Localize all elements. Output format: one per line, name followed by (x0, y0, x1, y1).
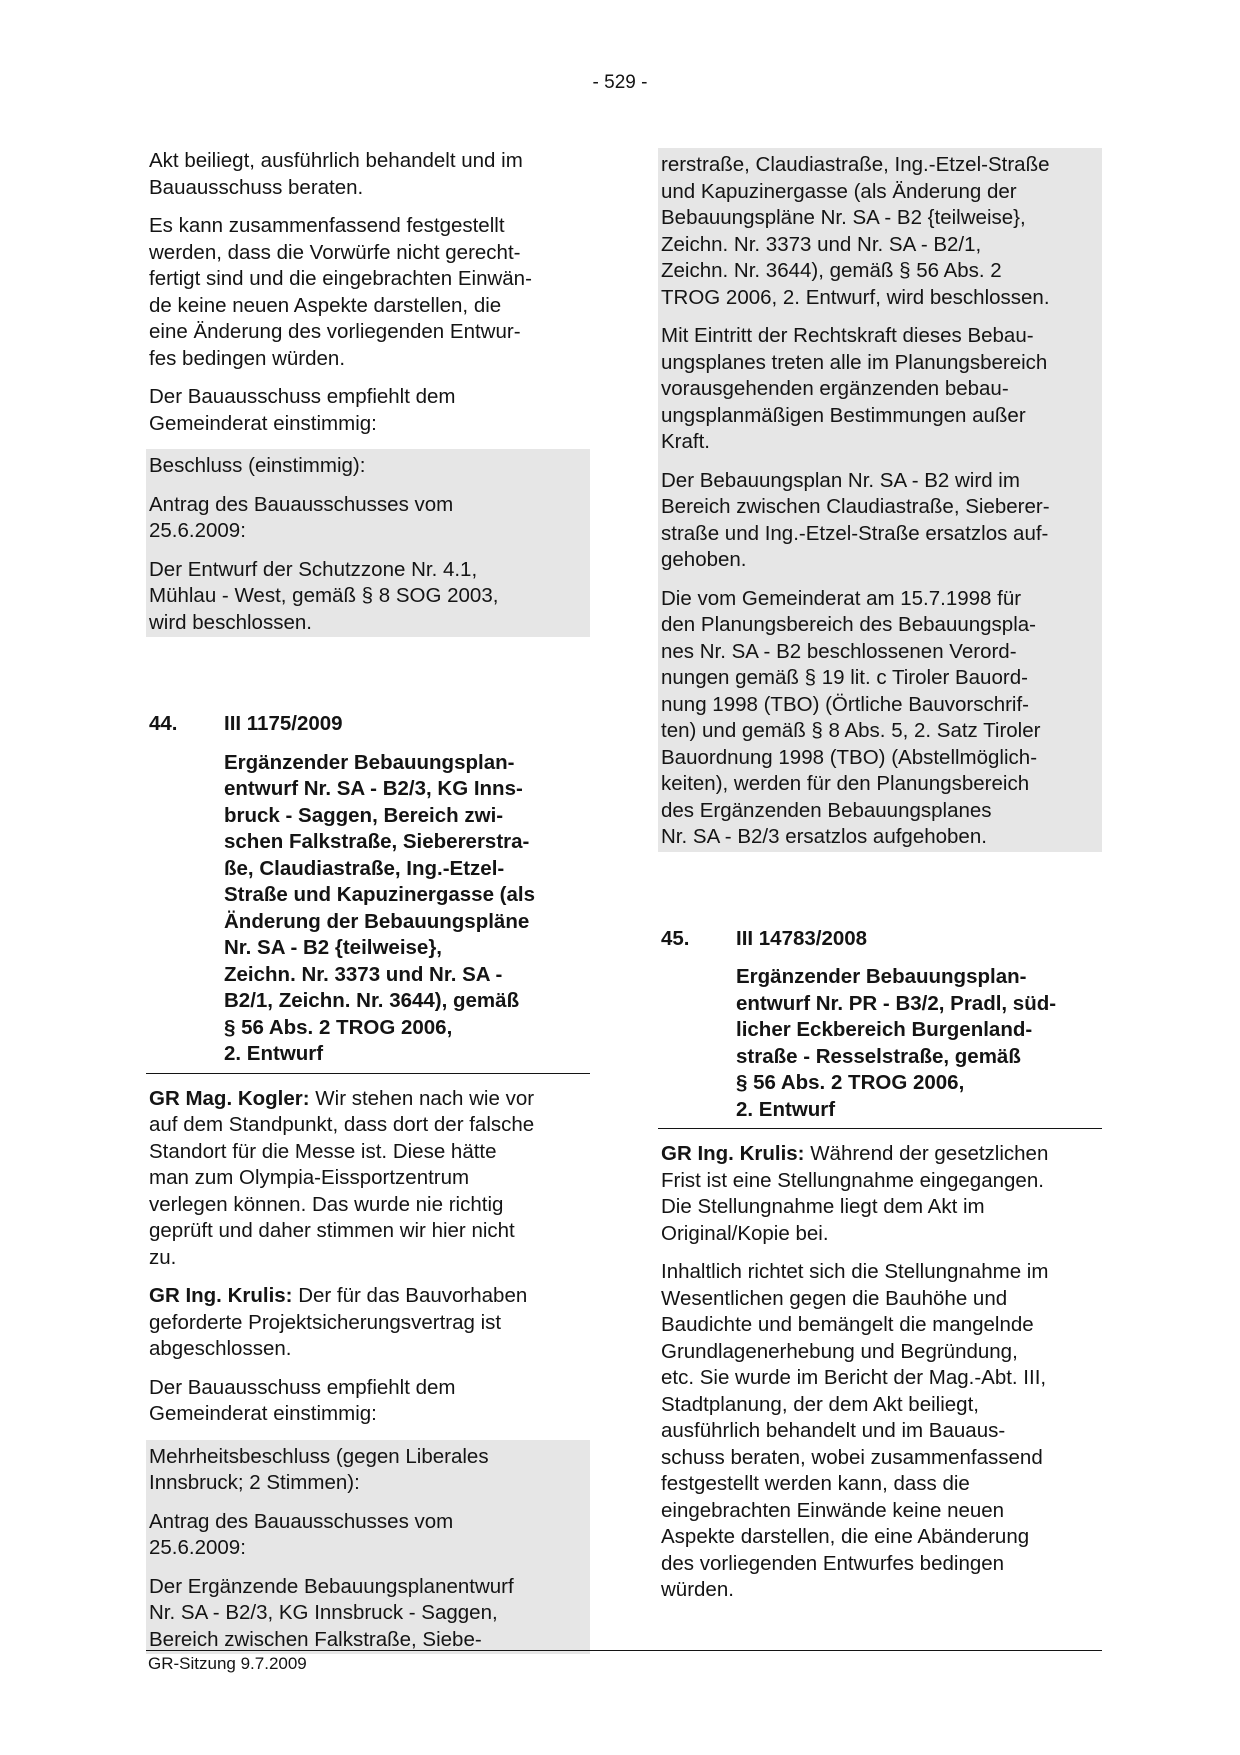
resolution-text: Der Ergänzende Bebauungsplanentwurf Nr. SA - B2/3, KG Innsbruck - Saggen, Bereich zwischen Falkstraße, Siebe- (149, 1574, 514, 1651)
agenda-item-title: Ergänzender Bebauungsplan- entwurf Nr. PR - B3/2, Pradl, süd- licher Eckbereich Burgenland- straße - Resselstraße, gemäß § 56 Abs. 2 TROG 2006, 2. Entwurf (736, 965, 1057, 1121)
agenda-item-number: 44. (149, 712, 178, 735)
speech-paragraph (658, 1141, 1102, 1247)
resolution-box (146, 449, 590, 637)
resolution-text: Der Bebauungsplan Nr. SA - B2 wird im Bereich zwischen Claudiastraße, Sieberer- straße und Ing.-Etzel-Straße ersatzlos auf- gehoben. (661, 468, 1050, 571)
divider (658, 1128, 1102, 1129)
speech-paragraph (146, 1086, 590, 1272)
motion-label: Antrag des Bauausschusses vom 25.6.2009: (149, 492, 454, 542)
speaker-name: GR Mag. Kogler: (149, 1086, 310, 1110)
page-number: - 529 - (592, 72, 648, 93)
speech-text: Wir stehen nach wie vor auf dem Standpunkt, dass dort der falsche Standort für die Messe ist. Diese hätte man zum Olympia-Eissportzentrum verlegen können. Das wurde nie richtig geprüft und daher stimmen wir hier nicht zu. (149, 1086, 535, 1269)
agenda-item-header (146, 711, 590, 738)
agenda-item-ref: III 1175/2009 (224, 712, 343, 735)
resolution-type: Beschluss (einstimmig): (149, 454, 366, 477)
agenda-item-header (658, 926, 1102, 953)
resolution-text: Mit Eintritt der Rechtskraft dieses Bebau- ungsplanes treten alle im Planungsbereich vorausgehenden ergänzenden bebau- ungsplanmäßigen Bestimmungen außer Kraft. (661, 324, 1048, 453)
resolution-text: Die vom Gemeinderat am 15.7.1998 für den Planungsbereich des Bebauungspla- nes Nr. SA - B2 beschlossenen Verord- nungen gemäß § 19 lit. c Tiroler Bauord- nung 1998 (TBO) (Örtliche Bauvorschrif- ten) und gemäß § 8 Abs. 5, 2. Satz Tiroler Bauordnung 1998 (TBO) (Abstellmöglich- keiten), werden für den Planungsbereich des Ergänzenden Bebauungsplanes Nr. SA - B2/3 ersatzlos aufgehoben. (661, 586, 1041, 848)
resolution-type: Mehrheitsbeschluss (gegen Liberales Innsbruck; 2 Stimmen): (149, 1444, 489, 1494)
speech-paragraph (146, 1283, 590, 1363)
right-column (658, 148, 1102, 1616)
motion-label: Antrag des Bauausschusses vom 25.6.2009: (149, 1509, 454, 1559)
agenda-item-ref: III 14783/2008 (736, 926, 868, 950)
speech-text: Während der gesetzlichen Frist ist eine Stellungnahme eingegangen. Die Stellungnahme liegt dem Akt im Original/Kopie bei. (661, 1142, 1049, 1245)
speaker-name: GR Ing. Krulis: (661, 1142, 805, 1165)
paragraph: Akt beiliegt, ausführlich behandelt und im Bauausschuss beraten. (149, 149, 523, 199)
agenda-item-title: Ergänzender Bebauungsplan- entwurf Nr. SA - B2/3, KG Inns- bruck - Saggen, Bereich zwi- schen Falkstraße, Siebererstra- ße, Claudiastraße, Ing.-Etzel- Straße und Kapuzinergasse (als Änderung der Bebauungspläne Nr. SA - B2 {teilweise}, Zeichn. Nr. 3373 und Nr. SA - B2/1, Zeichn. Nr. 3644), gemäß § 56 Abs. 2 TROG 2006, 2. Entwurf (224, 750, 536, 1065)
footer-text: GR-Sitzung 9.7.2009 (148, 1654, 307, 1673)
left-column (146, 148, 590, 1666)
speech-text: Der für das Bauvorhaben geforderte Projektsicherungsvertrag ist abgeschlossen. (149, 1284, 528, 1360)
paragraph: Der Bauausschuss empfiehlt dem Gemeinderat einstimmig: (149, 1375, 456, 1425)
resolution-text: rerstraße, Claudiastraße, Ing.-Etzel-Straße und Kapuzinergasse (als Änderung der Bebauungspläne Nr. SA - B2 {teilweise}, Zeichn. Nr. 3373 und Nr. SA - B2/1, Zeichn. Nr. 3644), gemäß § 56 Abs. 2 TROG 2006, 2. Entwurf, wird beschlossen. (661, 153, 1050, 309)
speaker-name: GR Ing. Krulis: (149, 1284, 293, 1307)
paragraph: Inhaltlich richtet sich die Stellungnahme im Wesentlichen gegen die Bauhöhe und Baudichte und bemängelt die mangelnde Grundlagenerhebung und Begründung, etc. Sie wurde im Bericht der Mag.-Abt. III, Stadtplanung, der dem Akt beiliegt, ausführlich behandelt und im Bauaus- schuss beraten, wobei zusammenfassend festgestellt werden kann, dass die eingebrachten Einwände keine neuen Aspekte darstellen, die eine Abänderung des vorliegenden Entwurfes bedingen würden. (661, 1260, 1049, 1601)
paragraph: Es kann zusammenfassend festgestellt werden, dass die Vorwürfe nicht gerecht- fertigt sind und die eingebrachten Einwän- de keine neuen Aspekte darstellen, die eine Änderung des vorliegenden Entwur- fes bedingen würden. (149, 214, 532, 370)
resolution-box (146, 1440, 590, 1655)
footer-divider (146, 1650, 1102, 1651)
divider (146, 1073, 590, 1074)
paragraph: Der Bauausschuss empfiehlt dem Gemeinderat einstimmig: (149, 385, 456, 435)
resolution-box (658, 148, 1102, 852)
resolution-text: Der Entwurf der Schutzzone Nr. 4.1, Mühlau - West, gemäß § 8 SOG 2003, wird beschlossen. (149, 557, 499, 634)
agenda-item-number: 45. (661, 926, 690, 950)
